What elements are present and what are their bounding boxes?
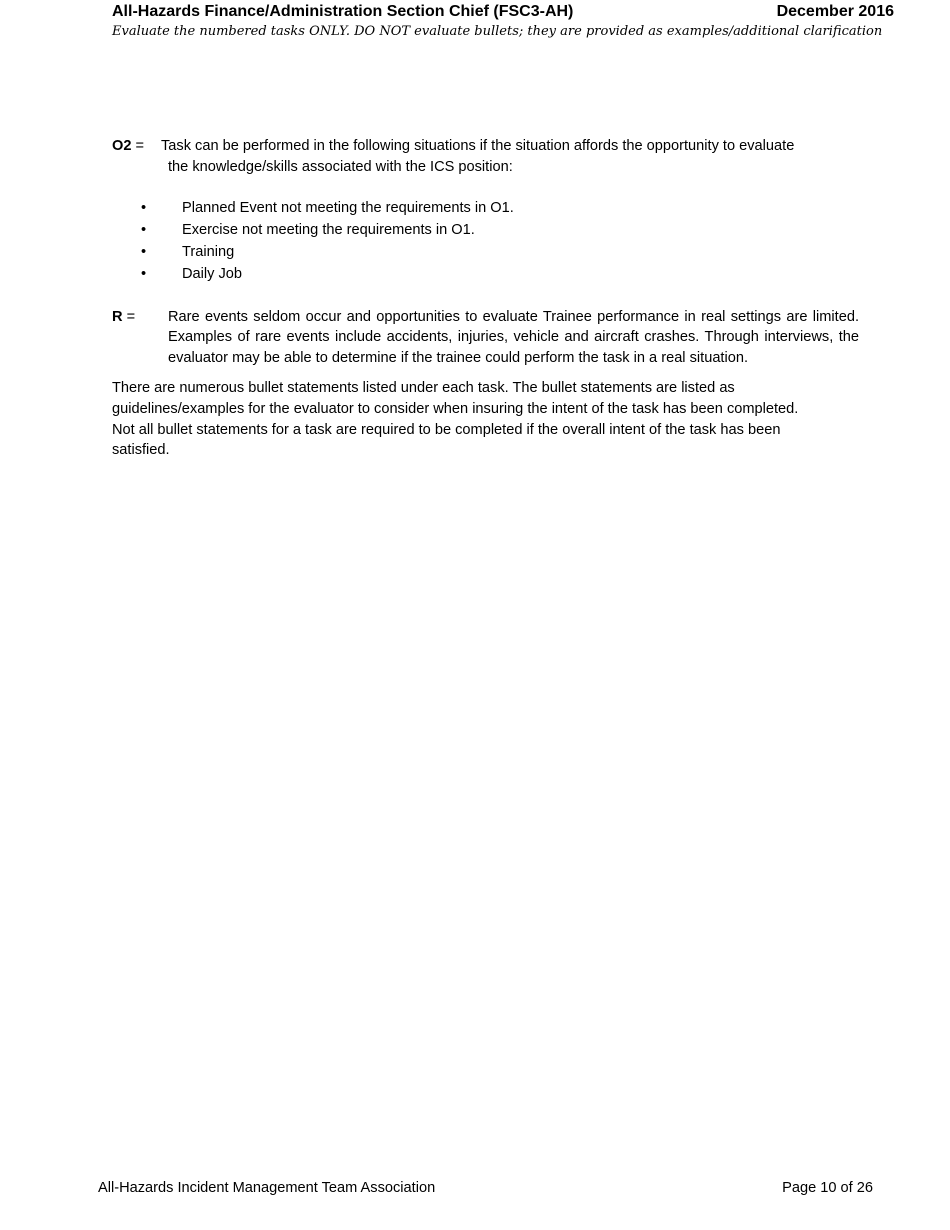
list-item-text: Exercise not meeting the requirements in O1. (182, 221, 475, 238)
list-item-text: Planned Event not meeting the requirements in O1. (182, 199, 514, 216)
list-item-text: Training (182, 243, 235, 260)
o2-term-equals: = (131, 138, 145, 154)
evaluation-instruction: Evaluate the numbered tasks ONLY. DO NOT evaluate bullets; they are provided as examples/additional clarification (112, 24, 883, 39)
paragraph-line-3: Not all bullet statements for a task are required to be completed if the overall intent of the task has been (112, 421, 781, 438)
page-footer (98, 1178, 873, 1198)
o2-situation-list (112, 197, 859, 285)
o2-definition (112, 136, 859, 178)
o2-definition-first-line: Task can be performed in the following situations if the situation affords the opportunity to evaluate (161, 138, 795, 154)
paragraph-line-2: guidelines/examples for the evaluator to consider when insuring the intent of the task has been completed. (112, 400, 799, 417)
list-item (112, 263, 859, 285)
bullet-statement-paragraph (112, 378, 859, 461)
o2-term (112, 136, 144, 157)
document-date: December 2016 (776, 3, 894, 20)
bullet-icon: • (141, 243, 147, 260)
bullet-icon: • (141, 199, 147, 216)
footer-organization: All-Hazards Incident Management Team Association (98, 1180, 436, 1196)
r-term-code: R (112, 308, 123, 325)
list-item (112, 241, 859, 263)
list-item (112, 197, 859, 219)
paragraph-line-1: There are numerous bullet statements listed under each task. The bullet statements are listed as (112, 379, 735, 396)
o2-term-code: O2 (112, 138, 132, 154)
bullet-icon: • (141, 265, 147, 282)
document-body (112, 136, 859, 461)
list-item (112, 219, 859, 241)
r-definition-text: Rare events seldom occur and opportunities to evaluate Trainee performance in real settings are limited. Examples of rare events include accidents, injuries, vehicle and aircraft crashes. Through interviews, the evaluator may be able to determine if the trainee could perform the task in a real situation. (168, 308, 859, 367)
o2-definition-continuation: the knowledge/skills associated with the ICS position: (168, 158, 513, 175)
page-number: Page 10 of 26 (782, 1180, 873, 1196)
r-term (112, 307, 135, 328)
r-term-equals: = (122, 308, 136, 325)
header-row (112, 2, 894, 22)
page-header (112, 2, 894, 41)
document-title: All-Hazards Finance/Administration Section Chief (FSC3-AH) (112, 3, 574, 20)
bullet-icon: • (141, 221, 147, 238)
paragraph-line-4: satisfied. (112, 442, 170, 459)
list-item-text: Daily Job (182, 265, 243, 282)
r-definition (112, 307, 859, 369)
